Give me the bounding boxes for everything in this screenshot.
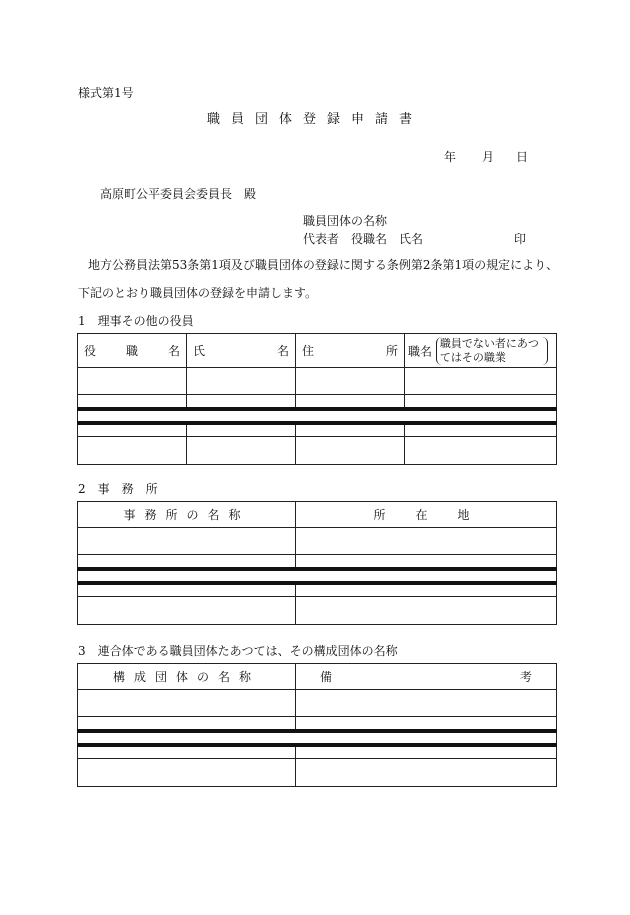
table-row xyxy=(78,690,557,717)
member-header-row xyxy=(78,664,557,690)
header-text: 名 xyxy=(167,344,180,358)
cell[interactable] xyxy=(78,555,296,569)
header-text: 職 xyxy=(125,344,138,358)
cell[interactable] xyxy=(296,423,405,437)
date-month-label: 月 xyxy=(482,150,495,164)
officers-table xyxy=(77,333,557,465)
header-text: 所 xyxy=(385,344,398,358)
body-line-2: 下記のとおり職員団体の登録を申請します。 xyxy=(78,286,318,300)
table-row xyxy=(78,759,557,787)
header-name xyxy=(187,334,296,368)
cell[interactable] xyxy=(78,745,296,759)
occupation-note: 職員でない者にあつてはその職業 xyxy=(436,337,548,365)
separator xyxy=(78,409,557,423)
cell[interactable] xyxy=(405,368,557,395)
seal-mark: 印 xyxy=(514,232,527,246)
cell[interactable] xyxy=(78,395,187,409)
table-row xyxy=(78,437,557,465)
member-groups-table xyxy=(77,663,557,787)
cell[interactable] xyxy=(78,583,296,597)
header-member-name: 構成団体の名称 xyxy=(78,664,296,690)
table-row xyxy=(78,745,557,759)
section-1-heading: 1 理事その他の役員 xyxy=(78,314,194,328)
header-text: 備 xyxy=(320,670,333,684)
table-row xyxy=(78,528,557,555)
cell[interactable] xyxy=(296,583,557,597)
header-address xyxy=(296,334,405,368)
header-occupation xyxy=(405,334,557,368)
representative-label: 代表者 役職名 氏名 xyxy=(303,232,424,246)
cell[interactable] xyxy=(296,745,557,759)
cell[interactable] xyxy=(296,690,557,717)
table-row xyxy=(78,583,557,597)
cell[interactable] xyxy=(296,555,557,569)
cell[interactable] xyxy=(78,437,187,465)
header-text: 名 xyxy=(276,344,289,358)
cell[interactable] xyxy=(405,423,557,437)
table-row xyxy=(78,555,557,569)
header-remarks xyxy=(296,664,557,690)
cell[interactable] xyxy=(296,395,405,409)
cell[interactable] xyxy=(187,395,296,409)
cell[interactable] xyxy=(78,423,187,437)
header-location: 所 在 地 xyxy=(296,502,557,528)
header-text: 住 xyxy=(302,344,315,358)
separator-row xyxy=(78,731,557,745)
cell[interactable] xyxy=(296,759,557,787)
cell[interactable] xyxy=(405,395,557,409)
addressee: 高原町公平委員会委員長 殿 xyxy=(100,187,257,201)
separator xyxy=(78,731,557,745)
header-text: 役 xyxy=(84,344,97,358)
cell[interactable] xyxy=(78,759,296,787)
cell[interactable] xyxy=(405,437,557,465)
header-position xyxy=(78,334,187,368)
table-row xyxy=(78,423,557,437)
office-table xyxy=(77,501,557,625)
office-header-row xyxy=(78,502,557,528)
header-office-name: 事務所の名称 xyxy=(78,502,296,528)
cell[interactable] xyxy=(296,368,405,395)
cell[interactable] xyxy=(78,690,296,717)
cell[interactable] xyxy=(78,368,187,395)
officers-header-row xyxy=(78,334,557,368)
body-line-1: 地方公務員法第53条第1項及び職員団体の登録に関する条例第2条第1項の規定により、 xyxy=(88,258,559,272)
org-name-label: 職員団体の名称 xyxy=(303,214,388,228)
cell[interactable] xyxy=(296,437,405,465)
section-2-heading: 2 事 務 所 xyxy=(78,482,158,496)
cell[interactable] xyxy=(187,368,296,395)
cell[interactable] xyxy=(296,528,557,555)
header-text: 氏 xyxy=(193,344,206,358)
cell[interactable] xyxy=(187,423,296,437)
header-text: 職名 xyxy=(408,344,433,358)
cell[interactable] xyxy=(78,717,296,731)
separator-row xyxy=(78,569,557,583)
table-row xyxy=(78,597,557,625)
cell[interactable] xyxy=(296,717,557,731)
separator xyxy=(78,569,557,583)
table-row xyxy=(78,717,557,731)
cell[interactable] xyxy=(187,437,296,465)
table-row xyxy=(78,368,557,395)
form-number: 様式第1号 xyxy=(78,86,134,100)
header-text: 考 xyxy=(519,670,532,684)
section-3-heading: 3 連合体である職員団体たあつては、その構成団体の名称 xyxy=(78,644,398,658)
date-day-label: 日 xyxy=(516,150,529,164)
page-title: 職員団体登録申請書 xyxy=(206,112,423,127)
cell[interactable] xyxy=(78,528,296,555)
cell[interactable] xyxy=(78,597,296,625)
table-row xyxy=(78,395,557,409)
date-year-label: 年 xyxy=(444,150,457,164)
separator-row xyxy=(78,409,557,423)
cell[interactable] xyxy=(296,597,557,625)
